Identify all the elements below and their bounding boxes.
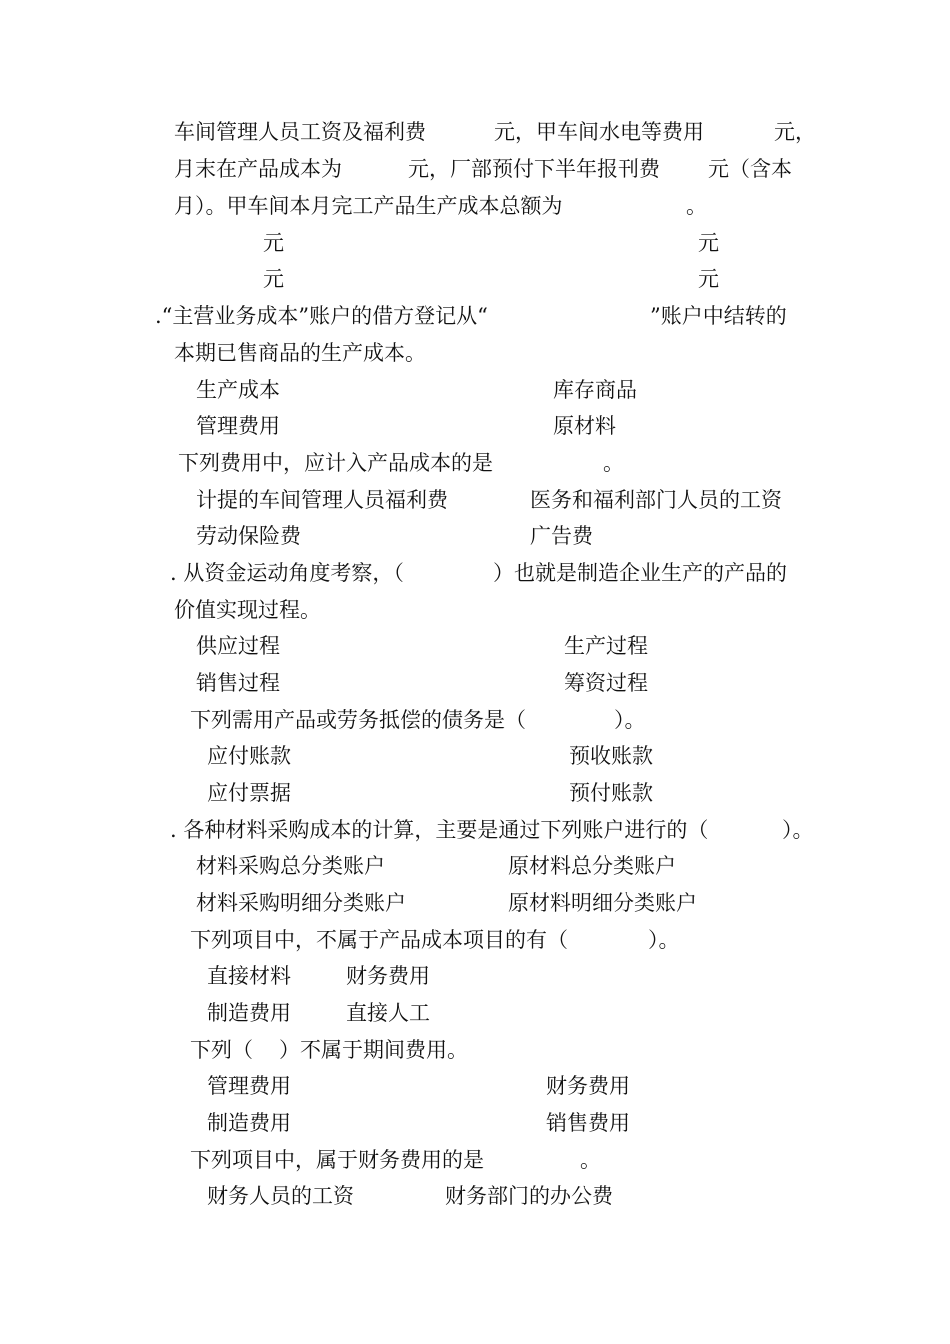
question-stem: .“主营业务成本”账户的借方登记从“	[155, 304, 488, 328]
option-c: 应付票据	[207, 781, 291, 805]
intro-text: 月末在产品成本为	[174, 157, 342, 181]
option-b: 元	[698, 231, 719, 255]
option-d: 原材料明细分类账户	[508, 891, 697, 915]
option-a: 元	[263, 231, 284, 255]
option-c: 元	[263, 267, 284, 291]
option-a: 供应过程	[196, 634, 280, 658]
question-stem: ）。	[614, 708, 646, 732]
intro-text: 月）。甲车间本月完工产品生产成本总额为	[174, 194, 563, 218]
option-c: 材料采购明细分类账户	[196, 891, 406, 915]
intro-text: 元，厂部预付下半年报刊费	[408, 157, 660, 181]
option-a: 材料采购总分类账户	[196, 854, 385, 878]
question-stem: ）也就是制造企业生产的产品的	[493, 561, 787, 585]
option-d: 元	[698, 267, 719, 291]
option-d: 销售费用	[546, 1111, 630, 1135]
question-stem: . 从资金运动角度考察，（	[170, 561, 404, 585]
question-stem: ”账户中结转的	[650, 304, 787, 328]
option-d: 广告费	[530, 524, 593, 548]
option-b: 原材料总分类账户	[508, 854, 676, 878]
option-c: 劳动保险费	[196, 524, 301, 548]
option-a: 生产成本	[196, 378, 280, 402]
question-stem: 下列（	[190, 1038, 253, 1062]
intro-text: 元（含本	[708, 157, 792, 181]
question-stem: 下列项目中，不属于产品成本项目的有（	[190, 928, 568, 952]
intro-text: 元，甲车间水电等费用	[494, 120, 704, 144]
question-stem: . 各种材料采购成本的计算，主要是通过下列账户进行的（	[170, 818, 709, 842]
question-stem: ）不属于期间费用。	[279, 1038, 468, 1062]
intro-text: 元，	[774, 120, 816, 144]
option-b: 财务费用	[346, 964, 430, 988]
option-d: 原材料	[553, 414, 616, 438]
option-a: 应付账款	[207, 744, 291, 768]
option-d: 直接人工	[346, 1001, 430, 1025]
option-b: 预收账款	[569, 744, 653, 768]
option-b: 财务部门的办公费	[445, 1184, 613, 1208]
option-a: 管理费用	[207, 1074, 291, 1098]
option-c: 制造费用	[207, 1111, 291, 1135]
option-d: 筹资过程	[564, 671, 648, 695]
option-b: 财务费用	[546, 1074, 630, 1098]
question-stem: 下列需用产品或劳务抵偿的债务是（	[190, 708, 526, 732]
option-c: 制造费用	[207, 1001, 291, 1025]
question-stem: 本期已售商品的生产成本。	[174, 341, 426, 365]
question-stem: 。	[603, 451, 624, 475]
option-b: 医务和福利部门人员的工资	[530, 488, 782, 512]
option-b: 生产过程	[564, 634, 648, 658]
intro-text: 。	[686, 194, 707, 218]
option-a: 财务人员的工资	[207, 1184, 354, 1208]
option-a: 直接材料	[207, 964, 291, 988]
option-b: 库存商品	[553, 378, 637, 402]
question-stem: 下列费用中，应计入产品成本的是	[178, 451, 493, 475]
question-stem: 价值实现过程。	[174, 598, 321, 622]
question-stem: 下列项目中，属于财务费用的是	[190, 1148, 484, 1172]
option-c: 管理费用	[196, 414, 280, 438]
option-c: 销售过程	[196, 671, 280, 695]
option-a: 计提的车间管理人员福利费	[196, 488, 448, 512]
question-stem: ）。	[782, 818, 814, 842]
intro-text: 车间管理人员工资及福利费	[174, 120, 426, 144]
option-d: 预付账款	[569, 781, 653, 805]
question-stem: ）。	[648, 928, 680, 952]
question-stem: 。	[580, 1148, 601, 1172]
